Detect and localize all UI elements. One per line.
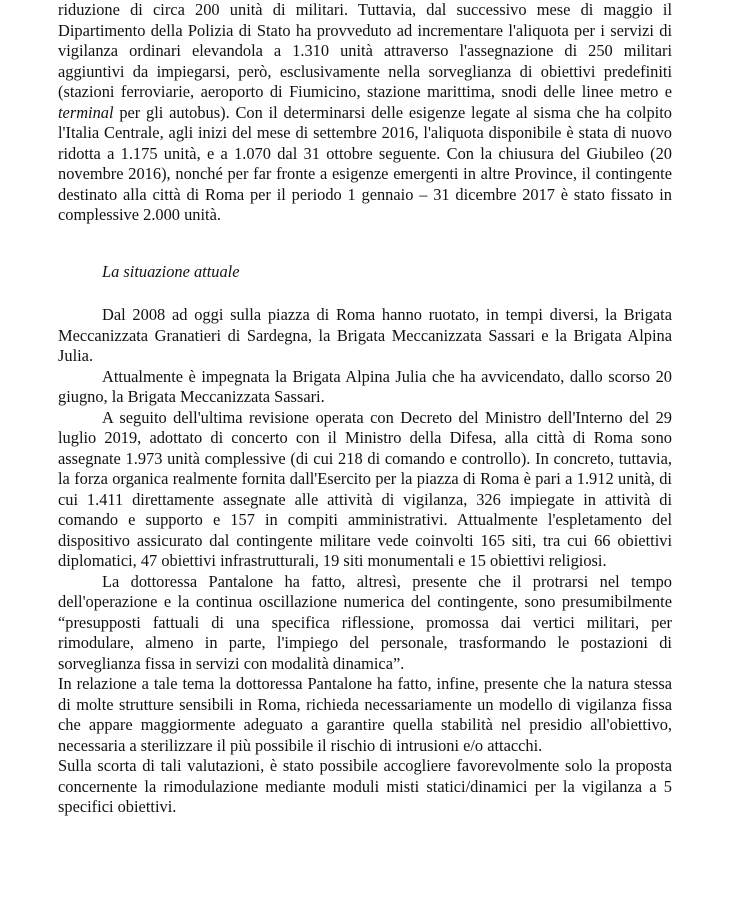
paragraph-conclusion: Sulla scorta di tali valutazioni, è stato possibile accogliere favorevolmente solo la proposta concernente la rimodulazione mediante moduli misti statici/dinamici per la vigilanza a 5 specifici obiettivi. [58, 756, 672, 816]
paragraph-text: riduzione di circa 200 unità di militari. Tuttavia, dal successivo mese di maggio il Dipartimento della Polizia di Stato ha provveduto ad incrementare l'aliquota per i servizi di vigilanza ordinari elevandola a 1.310 unità attraverso l'assegnazione di 250 militari aggiuntivi da impiegarsi, però, esclusivamente nella sorveglianza di obiettivi predefiniti (stazioni ferroviarie, aeroporto di Fiumicino, stazione marittima, snodi delle linee metro e [58, 0, 672, 101]
paragraph-fixed-surveillance: In relazione a tale tema la dottoressa Pantalone ha fatto, infine, presente che la natura stessa di molte strutture sensibili in Roma, richieda necessariamente un modello di vigilanza fissa che appare maggiormente adeguato a garantire quella stabilità nel presidio all'obiettivo, necessaria a sterilizzare il più possibile il rischio di intrusioni e/o attacchi. [58, 674, 672, 755]
paragraph-decree-figures: A seguito dell'ultima revisione operata con Decreto del Ministro dell'Interno del 29 luglio 2019, adottato di concerto con il Ministro della Difesa, alla città di Roma sono assegnate 1.973 unità complessive (di cui 218 di comando e controllo). In concreto, tuttavia, la forza organica realmente fornita dall'Esercito per la piazza di Roma è pari a 1.912 unità, di cui 1.411 direttamente assegnate alle attività di vigilanza, 326 impiegate in attività di comando e supporto e 157 in compiti amministrativi. Attualmente l'espletamento del dispositivo assicurato dal contingente militare vede coinvolti 165 siti, tra cui 66 obiettivi diplomatici, 47 obiettivi infrastrutturali, 19 siti monumentali e 15 obiettivi religiosi. [58, 407, 672, 570]
paragraph-brigades: Dal 2008 ad oggi sulla piazza di Roma hanno ruotato, in tempi diversi, la Brigata Meccanizzata Granatieri di Sardegna, la Brigata Meccanizzata Sassari e la Brigata Alpina Julia. [58, 305, 672, 365]
document-page [58, 0, 672, 818]
italic-term: terminal [58, 102, 114, 122]
paragraph-contingent-history [58, 0, 672, 226]
paragraph-current-brigade: Attualmente è impegnata la Brigata Alpina Julia che ha avvicendato, dallo scorso 20 giugno, la Brigata Meccanizzata Sassari. [58, 366, 672, 406]
section-heading: La situazione attuale [102, 261, 240, 281]
paragraph-text: per gli autobus). Con il determinarsi delle esigenze legate al sisma che ha colpito l'Italia Centrale, agli inizi del mese di settembre 2016, l'aliquota disponibile è stata di nuovo ridotta a 1.175 unità, e a 1.070 dal 31 ottobre seguente. Con la chiusura del Giubileo (20 novembre 2016), nonché per far fronte a esigenze emergenti in altre Province, il contingente destinato alla città di Roma per il periodo 1 gennaio – 31 dicembre 2017 è stato fissato in complessive 2.000 unità. [58, 102, 672, 224]
paragraph-remodulation-request: La dottoressa Pantalone ha fatto, altresì, presente che il protrarsi nel tempo dell'operazione e la continua oscillazione numerica del contingente, sono presumibilmente “presupposti fattuali di una specifica riflessione, promossa dai vertici militari, per rimodulare, almeno in parte, l'impiego del personale, trasformando le postazioni di sorveglianza fissa in servizi con modalità dinamica”. [58, 571, 672, 673]
